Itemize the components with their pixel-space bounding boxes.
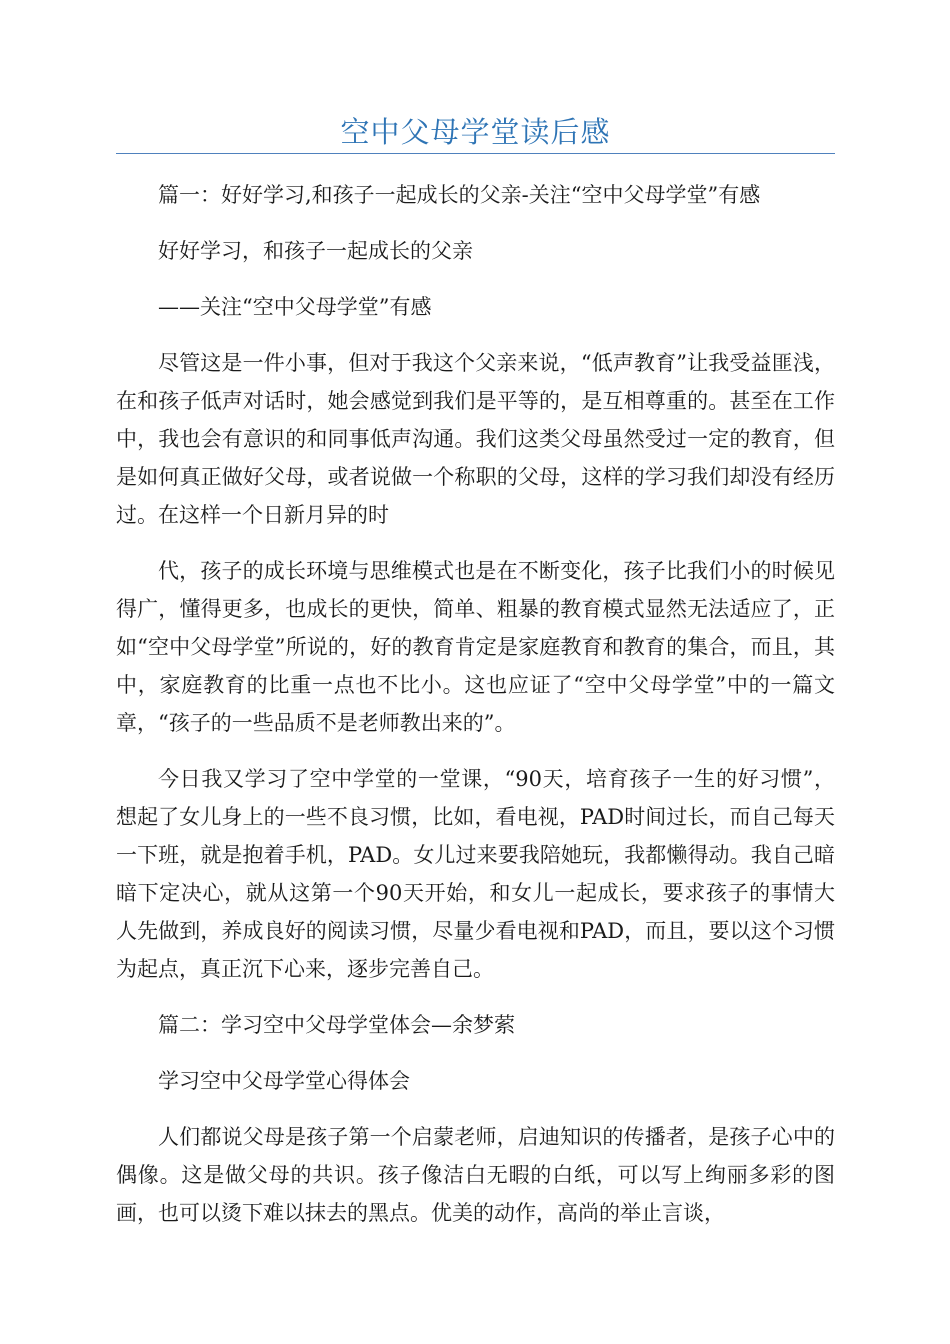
paragraph-3: ——关注“空中父母学堂”有感 <box>158 295 432 319</box>
paragraph-2: 好好学习，和孩子一起成长的父亲 <box>158 239 473 263</box>
paragraph-1: 篇一：好好学习,和孩子一起成长的父亲-关注“空中父母学堂”有感 <box>158 183 761 207</box>
paragraph-8: 学习空中父母学堂心得体会 <box>158 1069 410 1093</box>
paragraph-9: 人们都说父母是孩子第一个启蒙老师，启迪知识的传播者，是孩子心中的偶像。这是做父母的共识。孩子像洁白无暇的白纸，可以写上绚丽多彩的图画，也可以烫下难以抹去的黑点。优美的动作，高尚的举止言谈， <box>116 1125 835 1225</box>
title-underline <box>116 153 835 154</box>
paragraph-6: 今日我又学习了空中学堂的一堂课，“90天，培育孩子一生的好习惯”，想起了女儿身上的一些不良习惯，比如，看电视，PAD时间过长，而自己每天一下班，就是抱着手机，PAD。女儿过来要我陪她玩，我都懒得动。我自己暗暗下定决心，就从这第一个90天开始，和女儿一起成长，要求孩子的事情大人先做到，养成良好的阅读习惯，尽量少看电视和PAD，而且，要以这个习惯为起点，真正沉下心来，逐步完善自己。 <box>116 767 835 981</box>
paragraph-4: 尽管这是一件小事，但对于我这个父亲来说，“低声教育”让我受益匪浅，在和孩子低声对话时，她会感觉到我们是平等的，是互相尊重的。甚至在工作中，我也会有意识的和同事低声沟通。我们这类父母虽然受过一定的教育，但是如何真正做好父母，或者说做一个称职的父母，这样的学习我们却没有经历过。在这样一个日新月异的时 <box>116 351 835 527</box>
paragraph-5: 代，孩子的成长环境与思维模式也是在不断变化，孩子比我们小的时候见得广，懂得更多，也成长的更快，简单、粗暴的教育模式显然无法适应了，正如“空中父母学堂”所说的，好的教育肯定是家庭教育和教育的集合，而且，其中，家庭教育的比重一点也不比小。这也应证了“空中父母学堂”中的一篇文章，“孩子的一些品质不是老师教出来的”。 <box>116 559 835 735</box>
document-body <box>116 176 835 1250</box>
paragraph-7: 篇二：学习空中父母学堂体会—余梦萦 <box>158 1013 515 1037</box>
document-title: 空中父母学堂读后感 <box>340 115 611 149</box>
